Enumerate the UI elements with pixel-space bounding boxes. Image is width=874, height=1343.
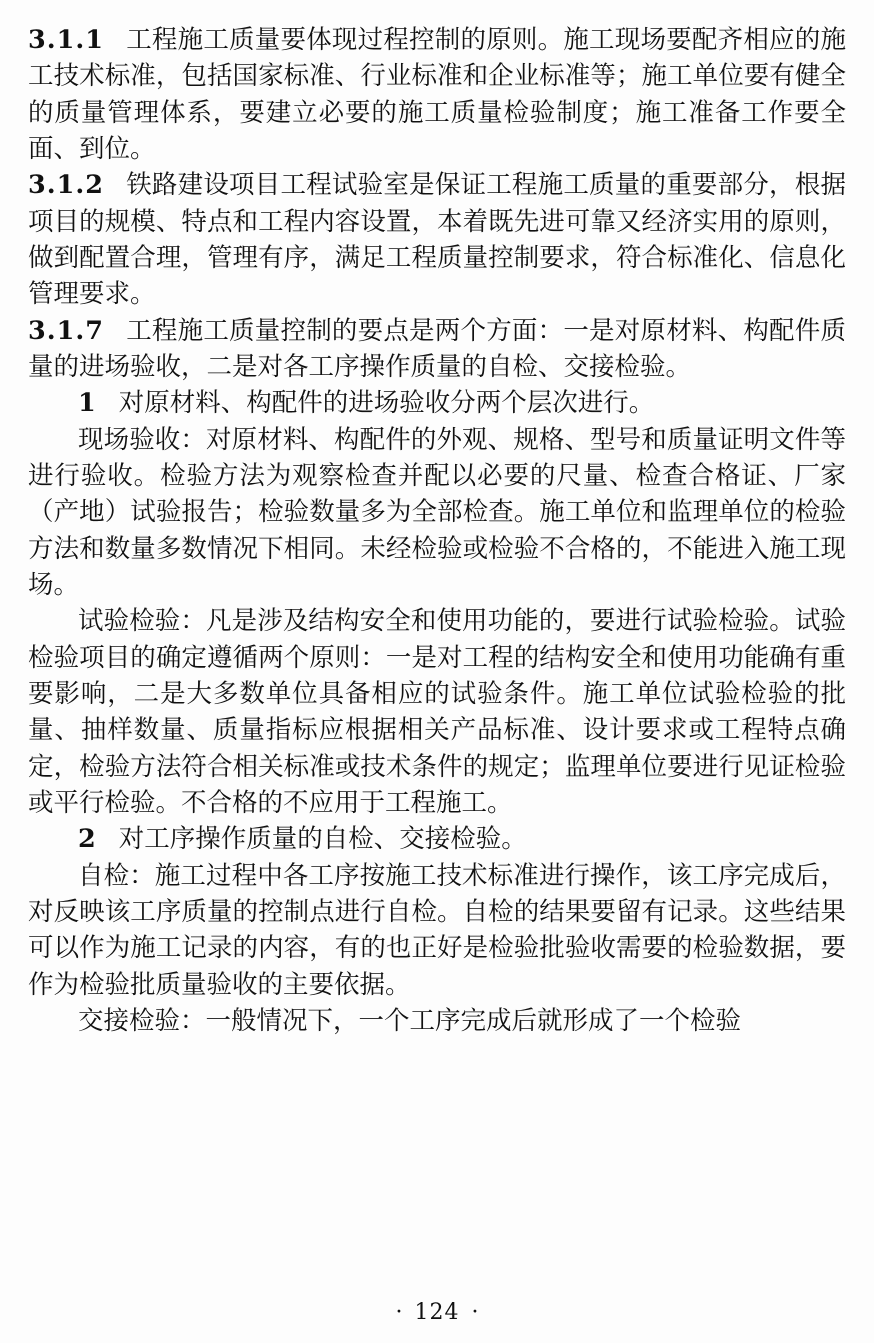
page-footer [0, 1300, 874, 1326]
paragraph-text: 自检：施工过程中各工序按施工技术标准进行操作，该工序完成后，对反映该工序质量的控制点进行自检。自检的结果要留有记录。这些结果可以作为施工记录的内容，有的也正好是检验批验收需要的检验数据，要作为检验批质量验收的主要依据。 [28, 860, 846, 1000]
list-item-text: 对工序操作质量的自检、交接检验。 [118, 824, 527, 855]
list-item-text: 对原材料、构配件的进场验收分两个层次进行。 [118, 388, 655, 419]
page-content [28, 22, 846, 1039]
paragraph-text: 现场验收：对原材料、构配件的外观、规格、型号和质量证明文件等进行验收。检验方法为观察检查并配以必要的尺量、检查合格证、厂家（产地）试验报告；检验数量多为全部检查。施工单位和监理单位的检验方法和数量多数情况下相同。未经检验或检验不合格的，不能进入施工现场。 [28, 424, 846, 600]
paragraph-text: 交接检验：一般情况下，一个工序完成后就形成了一个检验 [78, 1005, 742, 1036]
list-item-number: 1 [78, 388, 97, 419]
clause-text: 工程施工质量要体现过程控制的原则。施工现场要配齐相应的施工技术标准，包括国家标准、行业标准和企业标准等；施工单位要有健全的质量管理体系，要建立必要的施工质量检验制度；施工准备工作要全面、到位。 [28, 25, 846, 164]
paragraph-text: 试验检验：凡是涉及结构安全和使用功能的，要进行试验检验。试验检验项目的确定遵循两个原则：一是对工程的结构安全和使用功能确有重要影响，二是大多数单位具备相应的试验条件。施工单位试验检验的批量、抽样数量、质量指标应根据相关产品标准、设计要求或工程特点确定，检验方法符合相关标准或技术条件的规定；监理单位要进行见证检验或平行检验。不合格的不应用于工程施工。 [28, 606, 846, 818]
clause-number: 3.1.7 [28, 315, 104, 346]
paragraph-site-acceptance [28, 422, 846, 604]
list-item-number: 2 [78, 824, 97, 855]
list-item-2 [28, 821, 846, 857]
clause-text: 工程施工质量控制的要点是两个方面：一是对原材料、构配件质量的进场验收，二是对各工序操作质量的自检、交接检验。 [28, 315, 846, 382]
footer-left-dot: · [395, 1300, 403, 1325]
footer-right-dot: · [471, 1300, 479, 1325]
list-item-1 [28, 385, 846, 421]
paragraph-self-inspection [28, 858, 846, 1003]
page-number: 124 [414, 1299, 460, 1325]
paragraph-3-1-1 [28, 22, 846, 167]
clause-number: 3.1.1 [28, 25, 104, 55]
paragraph-3-1-2 [28, 167, 846, 312]
paragraph-3-1-7 [28, 313, 846, 386]
clause-text: 铁路建设项目工程试验室是保证工程施工质量的重要部分，根据项目的规模、特点和工程内容设置，本着既先进可靠又经济实用的原则，做到配置合理，管理有序，满足工程质量控制要求，符合标准化、信息化管理要求。 [28, 170, 846, 310]
paragraph-test-inspection [28, 603, 846, 821]
clause-number: 3.1.2 [28, 170, 104, 201]
paragraph-handover-inspection [28, 1003, 846, 1039]
